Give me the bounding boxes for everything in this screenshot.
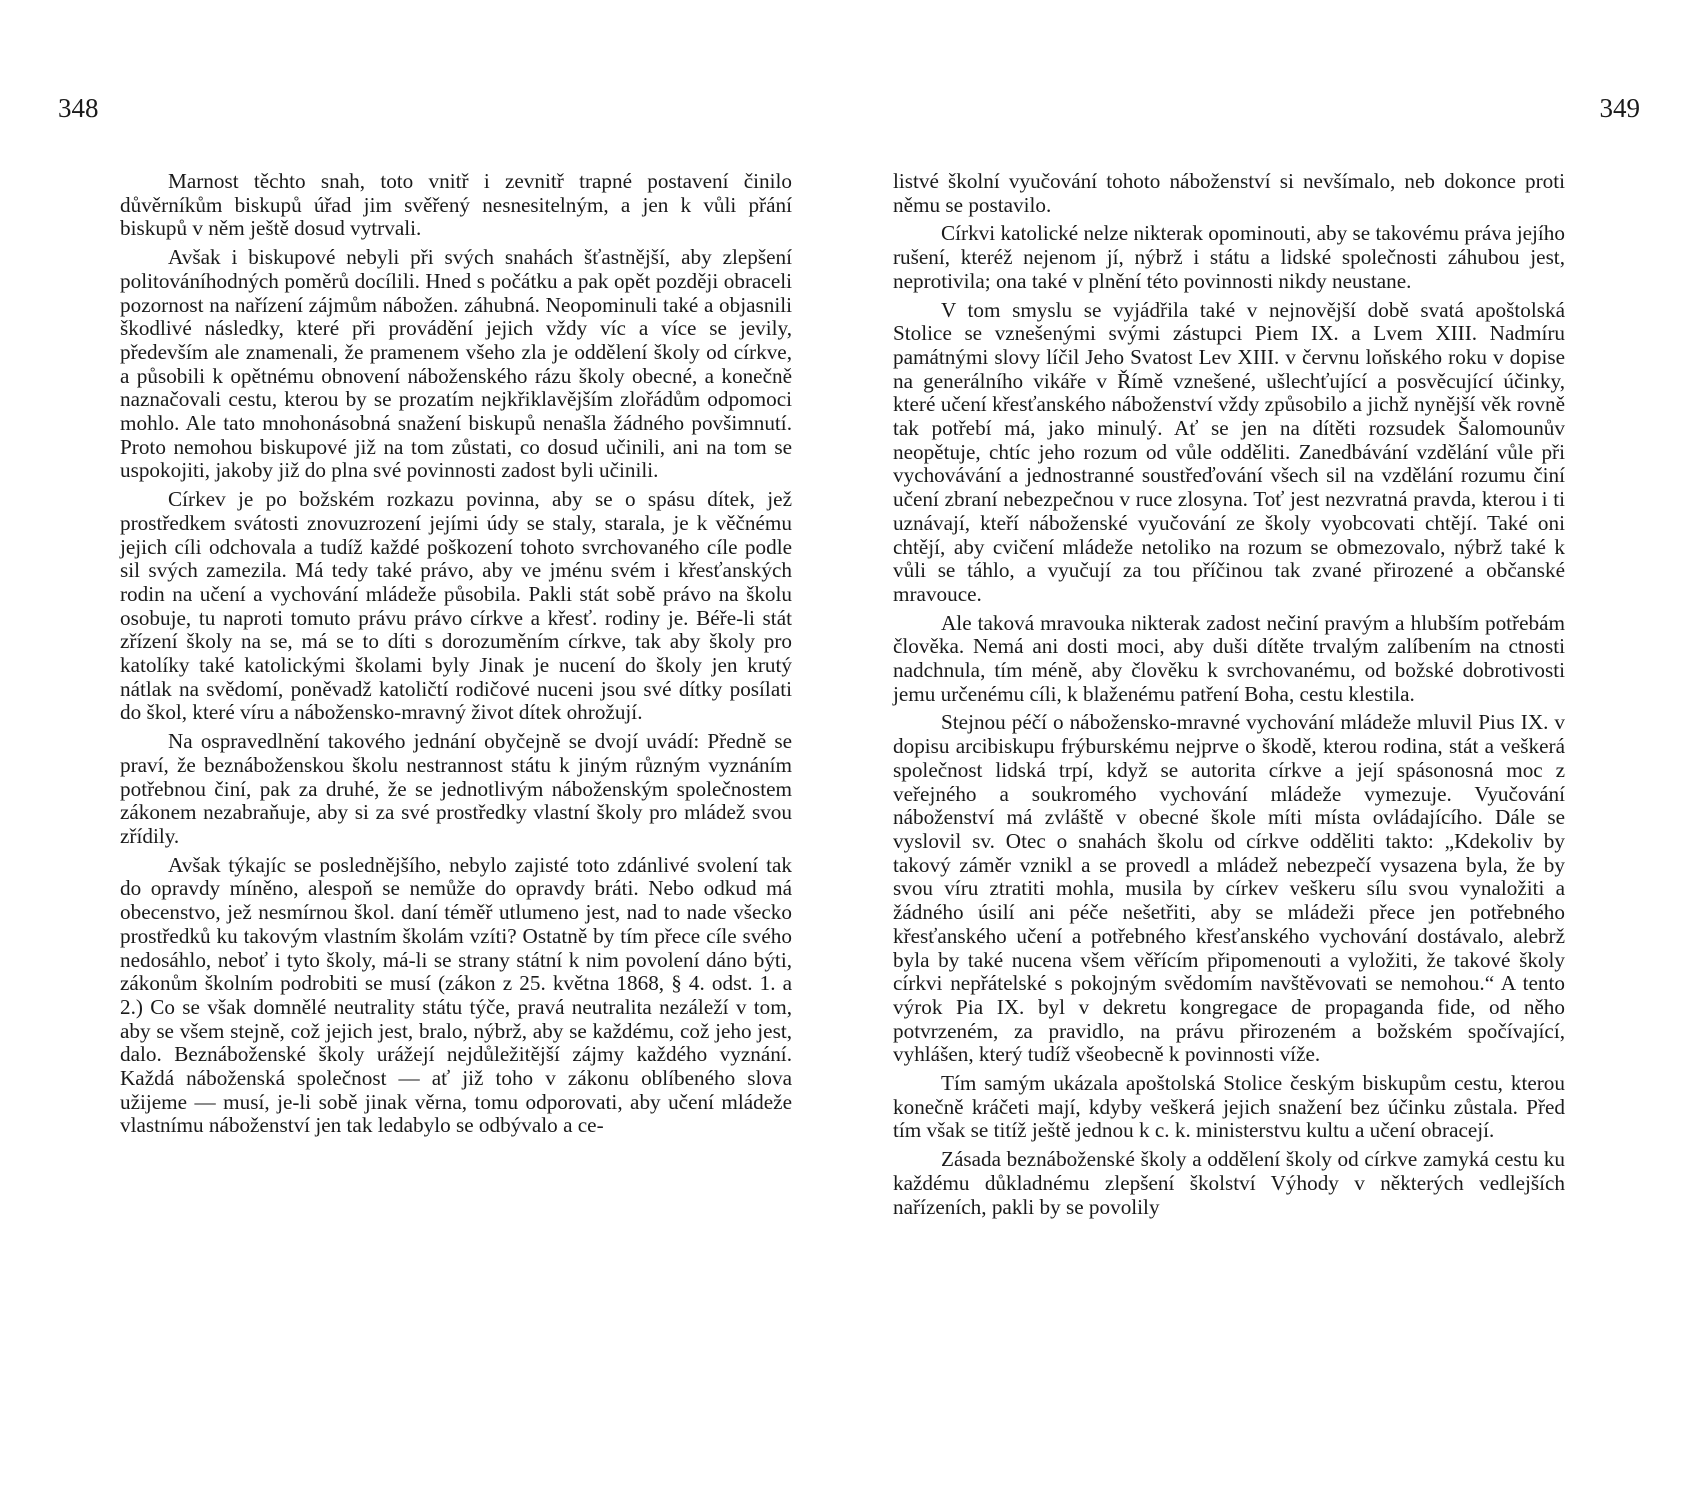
page-number: 348 bbox=[58, 93, 99, 123]
paragraph: Ale taková mravouka nikterak zadost nečiní pravým a hlubším potřebám člověka. Nemá ani dosti moci, aby duši dítěte trvalým zalíbením na ctnosti nadchnula, tím méně, aby člověku k svrchovanému, od božské dobrotivosti jemu určenému cíli, k blaženému patření Boha, cestu klestila. bbox=[893, 610, 1565, 706]
paragraph: Tím samým ukázala apoštolská Stolice českým biskupům cestu, kterou konečně kráčeti mají, kdyby veškerá jejich snažení bez účinku zůstala. Před tím však se titíž ještě jednou k c. k. ministerstvu kultu a učení obracejí. bbox=[893, 1071, 1565, 1143]
paragraph: Na ospravedlnění takového jednání obyčejně se dvojí uvádí: Předně se praví, že beznáboženskou školu nestrannost státu k jiným různým vyznáním potřebnou činí, pak za druhé, že se jednotlivým náboženským společnostem zákonem nezabraňuje, aby si za své prostředky vlastní školy pro mládež svou zřídily. bbox=[120, 729, 792, 848]
paragraph: listvé školní vyučování tohoto náboženství si nevšímalo, neb dokonce proti němu se postavilo. bbox=[893, 169, 1565, 217]
text-column bbox=[893, 170, 1565, 1224]
paragraph: Avšak týkajíc se poslednějšího, nebylo zajisté toto zdánlivé svolení tak do opravdy míněno, alespoň se nemůže do opravdy bráti. Nebo odkud má obecenstvo, jež nesmírnou škol. daní téměř utlumeno jest, nad to nade všecko prostředků ku takovým vlastním školám vzíti? Ostatně by tím přece cíle svého nedosáhlo, neboť i tyto školy, má-li se strany státní k nim povolení dáno býti, zákonům školním podrobiti se musí (zákon z 25. května 1868, § 4. odst. 1. a 2.) Co se však domnělé neutrality státu týče, pravá neutralita nezáleží v tom, aby se všem stejně, což jejich jest, bralo, nýbrž, aby se každému, což jeho jest, dalo. Beznáboženské školy urážejí nejdůležitější zájmy každého vyznání. Každá náboženská společnost — ať již toho v zákonu oblíbeného slova užijeme — musí, je-li sobě jinak věrna, tomu odporovati, aby učení mládeže vlastnímu náboženství jen tak ledabylo se odbývalo a ce- bbox=[120, 852, 792, 1138]
paragraph: V tom smyslu se vyjádřila také v nejnovější době svatá apoštolská Stolice se vznešenými svými zástupci Piem IX. a Lvem XIII. Nadmíru památnými slovy líčil Jeho Svatost Lev XIII. v červnu loňského roku v dopise na generálního vikáře v Římě vznešené, ušlechťující a posvěcující účinky, které učení křesťanského náboženství vždy způsobilo a jichž nynější věk rovně tak potřebí má, jako minulý. Ať se jen na dítěti rozsudek Šalomounův neopětuje, chtíc jeho rozum od vůle odděliti. Zanedbávání vzdělání vůle při vychovávání a jednostranné soustřeďování všech sil na vzdělání rozumu činí učení zbraní nebezpečnou v ruce zlosyna. Toť jest nezvratná pravda, kterou i ti uznávají, kteří náboženské vyučování ze školy vyobcovati chtějí. Také oni chtějí, aby cvičení mládeže netoliko na rozum se obmezovalo, nýbrž také k vůli se táhlo, a vyučují za tou příčinou tak zvané přirozené a občanské mravouce. bbox=[893, 297, 1565, 606]
paragraph: Avšak i biskupové nebyli při svých snahách šťastnější, aby zlepšení politováníhodných poměrů docílili. Hned s počátku a pak opět později obraceli pozornost na nařízení zájmům nábožen. záhubná. Neopominuli také a objasnili škodlivé následky, které při provádění jejich vždy víc a více se jevily, především ale znamenali, že pramenem všeho zla je oddělení školy od církve, a působili k opětnému obnovení náboženského rázu školy obecné, a konečně naznačovali cestu, kterou by se prozatím nejkřiklavějším zlořádům odpomoci mohlo. Ale tato mnohonásobná snažení biskupů nenašla žádného povšimnutí. Proto nemohou biskupové již na tom zůstati, co dosud učinili, ani na tom se uspokojiti, jakoby již do plna své povinnosti zadost byli učinili. bbox=[120, 245, 792, 483]
paragraph: Církev je po božském rozkazu povinna, aby se o spásu dítek, jež prostředkem svátosti znovuzrození jejími údy se staly, starala, je k věčnému jejich cíli odchovala a tudíž každé poškození tohoto svrchovaného cíle podle sil svých zamezila. Má tedy také právo, aby ve jménu svém i křesťanských rodin na učení a vychování mládeže působila. Pakli stát sobě právo na školu osobuje, tu naproti tomuto právu právo církve a křesť. rodiny je. Béře-li stát zřízení školy na se, má se to díti s dorozuměním církve, tak aby školy pro katolíky také katolickými školami byly Jinak je nucení do školy jen krutý nátlak na svědomí, poněvadž katoličtí rodičové nuceni jsou své dítky posílati do škol, které víru a nábožensko-mravný život dítek ohrožují. bbox=[120, 487, 792, 725]
paragraph: Církvi katolické nelze nikterak opominouti, aby se takovému práva jejího rušení, kteréž nejenom jí, nýbrž i státu a lidské společnosti záhubou jest, neprotivila; ona také v plnění této povinnosti nikdy neustane. bbox=[893, 221, 1565, 293]
paragraph: Stejnou péčí o nábožensko-mravné vychování mládeže mluvil Pius IX. v dopisu arcibiskupu frýburskému nejprve o škodě, kterou rodina, stát a veškerá společnost lidská trpí, když se autorita církve a její spásonosná moc z veřejného a soukromého vychování mládeže vymezuje. Vyučování náboženství má zvláště v obecné škole míti místa ovládajícího. Dále se vyslovil sv. Otec o snahách školu od církve odděliti takto: „Kdekoliv by takový záměr vznikl a se provedl a mládež nebezpečí vysazena byla, že by svou víru ztratiti mohla, musila by církev veškeru sílu svou vynaložiti a žádného úsilí ani péče nešetřiti, aby se mládeži přece jen potřebného křesťanského učení a potřebného křesťanského vychování dostávalo, alebrž byla by také nucena všem věřícím připomenouti a vyložiti, že takové školy církvi nepřátelské s pokojným svědomím navštěvovati se nemohou.“ A tento výrok Pia IX. byl v dekretu kongregace de propaganda fide, od něho potvrzeném, za pravidlo, na právu přirozeném a božském spočívající, vyhlášen, který tudíž všeobecně k povinnosti víže. bbox=[893, 710, 1565, 1067]
paragraph: Zásada beznáboženské školy a oddělení školy od církve zamyká cestu ku každému důkladnému zlepšení školství Výhody v některých vedlejších nařízeních, pakli by se povolily bbox=[893, 1147, 1565, 1219]
text-column bbox=[120, 170, 792, 1143]
page-number: 349 bbox=[1599, 93, 1640, 123]
right-page bbox=[853, 0, 1706, 1500]
paragraph: Marnost těchto snah, toto vnitř i zevnitř trapné postavení činilo důvěrníkům biskupů úřad jim svěřený nesnesitelným, a jen k vůli přání biskupů v něm ještě dosud vytrvali. bbox=[120, 169, 792, 241]
